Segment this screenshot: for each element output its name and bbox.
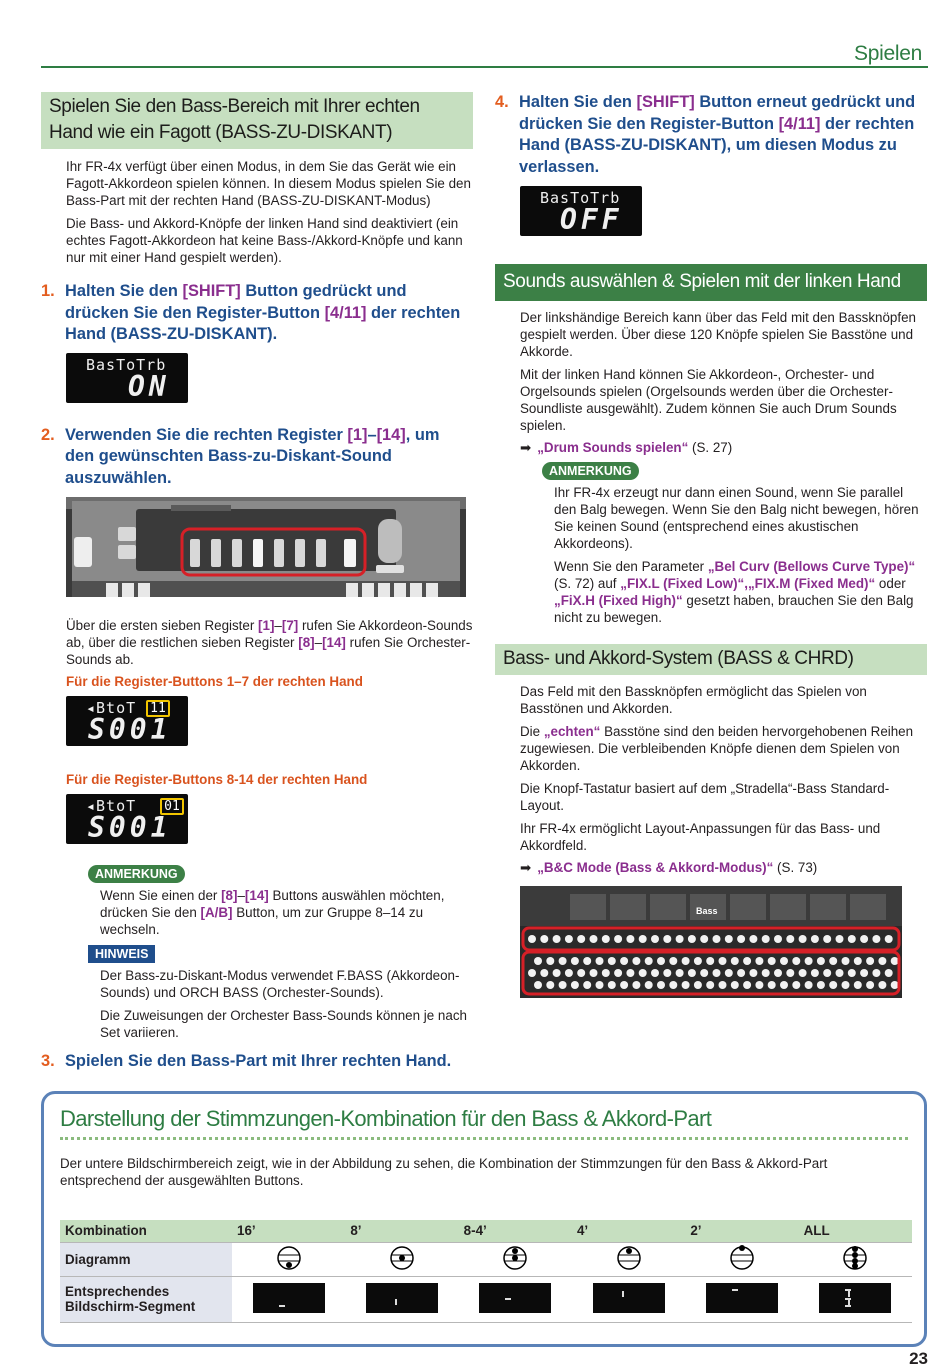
- table-header: 4’: [572, 1220, 685, 1242]
- bass-button-dot: [749, 969, 757, 977]
- bass-button-dot: [651, 969, 659, 977]
- lcd-segment-icon: [706, 1283, 778, 1313]
- bass-button-dot: [626, 969, 634, 977]
- bass-button-dot: [848, 969, 856, 977]
- step-number: 3.: [41, 1052, 55, 1070]
- reed-combination-table: [60, 1220, 912, 1323]
- bass-button-dot: [694, 981, 702, 989]
- diagram-all: [799, 1242, 912, 1276]
- register-panel-image: [66, 497, 466, 597]
- bass-button-dot: [571, 957, 579, 965]
- bass-button-dot: [799, 969, 807, 977]
- bass-button-dot: [645, 957, 653, 965]
- bass-button-dot: [878, 981, 886, 989]
- bass-button-dot: [706, 957, 714, 965]
- lcd-segment-icon: [819, 1283, 891, 1313]
- table-header: Kombination: [60, 1220, 232, 1242]
- table-row-diagram: [60, 1242, 912, 1276]
- lcd-display-group-1: [66, 696, 188, 746]
- bass-button-dot: [836, 935, 844, 943]
- bass-button-dot: [528, 969, 536, 977]
- bass-button-dot: [762, 935, 770, 943]
- step-2: [41, 425, 473, 490]
- bass-button-dot: [682, 981, 690, 989]
- bass-button-dot: [602, 935, 610, 943]
- bass-button-dot: [805, 957, 813, 965]
- lcd-segment-icon: [253, 1283, 325, 1313]
- bass-button-dot: [836, 969, 844, 977]
- bass-button-dot: [792, 957, 800, 965]
- bass-button-dot: [559, 957, 567, 965]
- lcd-bottom-text: OFF: [560, 203, 623, 236]
- bass-button-dot: [792, 981, 800, 989]
- bass-button-dot: [694, 957, 702, 965]
- bc-mode-link[interactable]: „B&C Mode (Bass & Akkord-Modus)“: [537, 860, 774, 875]
- bass-chord-paragraph-4: Ihr FR-4x ermöglicht Layout-Anpassungen für das Bass- und Akkordfeld.: [520, 821, 881, 853]
- diagram-8-4: [459, 1242, 572, 1276]
- step-number: 4.: [495, 93, 509, 111]
- page-number: 23: [909, 1349, 928, 1368]
- arrow-right-icon: ➡: [520, 440, 532, 455]
- table-header: ALL: [799, 1220, 912, 1242]
- bass-button-dot: [811, 969, 819, 977]
- bass-button-dot: [571, 981, 579, 989]
- bass-button-dot: [817, 957, 825, 965]
- lcd-display-group-2: [66, 794, 188, 844]
- bass-button-dot: [866, 981, 874, 989]
- bass-button-dot: [755, 981, 763, 989]
- note-badge-wrap: [495, 462, 927, 480]
- bass-button-dot: [713, 969, 721, 977]
- bass-button-dot: [688, 935, 696, 943]
- bass-button-dot: [608, 957, 616, 965]
- bass-button-dot: [669, 957, 677, 965]
- bass-button-dot: [534, 957, 542, 965]
- lcd-top-text: ◂BtoT: [86, 699, 137, 717]
- bass-button-dot: [528, 935, 536, 943]
- bass-button-field-image: [520, 886, 902, 998]
- segment-8: [345, 1276, 458, 1322]
- bass-button-dot: [854, 981, 862, 989]
- bass-button-dot: [565, 969, 573, 977]
- step-number: 1.: [41, 282, 55, 300]
- table-header: 16’: [232, 1220, 345, 1242]
- bc-mode-reference: ➡ „B&C Mode (Bass & Akkord-Modus)“ (S. 73): [520, 860, 818, 875]
- reed-diagram-icon: [276, 1245, 302, 1271]
- lcd-segment-icon: [479, 1283, 551, 1313]
- bass-button-dot: [700, 969, 708, 977]
- lcd-top-text: BasToTrb: [86, 355, 167, 374]
- reed-diagram-icon: [502, 1245, 528, 1271]
- bass-button-dot: [602, 969, 610, 977]
- hint-badge: HINWEIS: [88, 945, 155, 963]
- section-title-left-hand: Sounds auswählen & Spielen mit der linken Hand: [495, 264, 927, 301]
- bass-button-dot: [829, 957, 837, 965]
- lcd-segment-icon: [366, 1283, 438, 1313]
- bass-button-dot: [706, 981, 714, 989]
- bass-button-dot: [651, 935, 659, 943]
- bass-button-dot: [817, 981, 825, 989]
- bass-button-dot: [860, 935, 868, 943]
- hint-text-1: Der Bass-zu-Diskant-Modus verwendet F.BASS (Akkordeon-Sounds) und ORCH BASS (Orchester-Sounds).: [100, 968, 460, 1000]
- left-hand-paragraph-2: Mit der linken Hand können Sie Akkordeon-, Orchester- und Orgelsounds spielen (Orgelsounds werden über die Orchester-Soundliste ausgewählt). Zudem können Sie auch Drum Sounds spielen.: [520, 367, 897, 433]
- row-label: Diagramm: [60, 1242, 232, 1276]
- register-explanation: Über die ersten sieben Register [1]–[7] rufen Sie Akkordeon-Sounds ab, über die restlichen sieben Register [8]–[14] rufen Sie Orchester-Sounds ab.: [66, 618, 473, 667]
- bass-button-dot: [768, 957, 776, 965]
- bass-button-dot: [780, 981, 788, 989]
- row-label: Entsprechendes Bildschirm-Segment: [60, 1276, 232, 1322]
- bass-button-dot: [577, 935, 585, 943]
- reed-diagram-icon: [616, 1245, 642, 1271]
- bass-chord-paragraph-1: Das Feld mit den Bassknöpfen ermöglicht das Spielen von Basstönen und Akkorden.: [520, 684, 867, 716]
- bass-button-dot: [878, 957, 886, 965]
- bass-button-dot: [885, 969, 893, 977]
- intro-paragraph-2: Die Bass- und Akkord-Knöpfe der linken Hand sind deaktiviert (ein echtes Fagott-Akkordeon hat keine Bass-/Akkord-Knöpfe und kann nur mit einer Hand gespielt werden).: [66, 216, 463, 265]
- step-text: Halten Sie den [SHIFT] Button gedrückt und drücken Sie den Register-Button [4/11] der rechten Hand (BASS-ZU-DISKANT).: [65, 282, 461, 343]
- bass-button-dot: [700, 935, 708, 943]
- bass-button-dot: [854, 957, 862, 965]
- step-number: 2.: [41, 425, 55, 444]
- bass-button-dot: [657, 957, 665, 965]
- bass-button-dot: [811, 935, 819, 943]
- right-column: [495, 92, 927, 998]
- step-4: [495, 92, 927, 178]
- bass-button-dot: [663, 935, 671, 943]
- note-badge-wrap: [41, 865, 473, 883]
- reed-diagram-icon: [729, 1245, 755, 1271]
- bass-button-dot: [583, 981, 591, 989]
- lcd-segment-icon: [593, 1283, 665, 1313]
- bass-button-dot: [632, 957, 640, 965]
- segment-4: [572, 1276, 685, 1322]
- lcd-highlight: 11: [146, 700, 170, 717]
- bass-button-dot: [596, 957, 604, 965]
- bass-button-dot: [774, 969, 782, 977]
- bass-label: Bass: [696, 906, 718, 916]
- bass-button-dot: [799, 935, 807, 943]
- bass-button-dot: [719, 981, 727, 989]
- step-text: Verwenden Sie die rechten Register [1]–[14], um den gewünschten Bass-zu-Diskant-Sound auszuwählen.: [65, 425, 440, 487]
- bass-button-dot: [755, 957, 763, 965]
- reed-diagram-icon: [389, 1245, 415, 1271]
- table-header: 8’: [345, 1220, 458, 1242]
- bass-button-dot: [596, 981, 604, 989]
- subheading-buttons-1-7: Für die Register-Buttons 1–7 der rechten Hand: [66, 674, 363, 689]
- subheading-buttons-8-14: Für die Register-Buttons 8-14 der rechten Hand: [66, 772, 368, 787]
- bass-button-dot: [657, 981, 665, 989]
- bass-button-dot: [786, 935, 794, 943]
- box-description: Der untere Bildschirmbereich zeigt, wie in der Abbildung zu sehen, die Kombination der Stimmzungen für den Bass & Akkord-Part entsprechend der ausgewählten Buttons.: [60, 1156, 828, 1188]
- bass-button-dot: [639, 969, 647, 977]
- bass-button-dot: [731, 981, 739, 989]
- bass-button-dot: [590, 935, 598, 943]
- bass-button-dot: [786, 969, 794, 977]
- table-row-segment: [60, 1276, 912, 1322]
- dotted-divider: [60, 1137, 908, 1140]
- bass-button-dot: [768, 981, 776, 989]
- header-title: Spielen: [854, 42, 922, 65]
- bass-button-dot: [645, 981, 653, 989]
- segment-8-4: [459, 1276, 572, 1322]
- bass-button-dot: [565, 935, 573, 943]
- bass-button-dot: [688, 969, 696, 977]
- segment-all: [799, 1276, 912, 1322]
- lcd-display-off: [520, 186, 642, 236]
- bass-button-dot: [848, 935, 856, 943]
- bass-button-dot: [546, 957, 554, 965]
- bass-button-dot: [590, 969, 598, 977]
- bass-button-dot: [737, 969, 745, 977]
- bass-button-dot: [805, 981, 813, 989]
- bass-button-dot: [719, 957, 727, 965]
- register-panel-drawing: [66, 497, 466, 597]
- lcd-display-on: [66, 353, 188, 403]
- bass-button-dot: [676, 969, 684, 977]
- section-title-bass-chord: Bass- und Akkord-System (BASS & CHRD): [495, 644, 927, 675]
- bass-button-dot: [823, 935, 831, 943]
- bass-button-dot: [608, 981, 616, 989]
- bass-button-dot: [546, 981, 554, 989]
- bass-button-dot: [632, 981, 640, 989]
- bass-button-dot: [866, 957, 874, 965]
- bass-button-dot: [540, 969, 548, 977]
- bass-button-dot: [823, 969, 831, 977]
- arrow-right-icon: ➡: [520, 860, 532, 875]
- bass-button-dot: [639, 935, 647, 943]
- step-3: [41, 1051, 473, 1073]
- diagram-2: [685, 1242, 798, 1276]
- segment-2: [685, 1276, 798, 1322]
- bass-button-dot: [583, 957, 591, 965]
- lcd-bottom-text: S001: [88, 811, 172, 844]
- bass-chord-paragraph-3: Die Knopf-Tastatur basiert auf dem „Stradella“-Bass Standard-Layout.: [520, 781, 890, 813]
- bass-button-field-drawing: [520, 886, 902, 998]
- bass-button-dot: [829, 981, 837, 989]
- bass-button-dot: [682, 957, 690, 965]
- bass-button-dot: [553, 935, 561, 943]
- hint-badge-wrap: [41, 945, 473, 963]
- bass-button-dot: [743, 957, 751, 965]
- box-title: Darstellung der Stimmzungen-Kombination für den Bass & Akkord-Part: [60, 1106, 712, 1131]
- lcd-highlight: 01: [160, 798, 184, 815]
- bass-button-dot: [577, 969, 585, 977]
- bass-chord-paragraph-2: Die „echten“ Basstöne sind den beiden hervorgehobenen Reihen zugewiesen. Die verbleibenden Knöpfe dienen dem Spielen von Akkorden.: [520, 724, 914, 773]
- bass-button-dot: [872, 935, 880, 943]
- bass-button-dot: [626, 935, 634, 943]
- table-header: 8-4’: [459, 1220, 572, 1242]
- step-text: Spielen Sie den Bass-Part mit Ihrer rechten Hand.: [65, 1052, 452, 1070]
- table-header: 2’: [685, 1220, 798, 1242]
- bass-button-dot: [780, 957, 788, 965]
- bass-button-dot: [762, 969, 770, 977]
- reed-combination-box: [41, 1091, 927, 1347]
- note-text: Wenn Sie einen der [8]–[14] Buttons auswählen möchten, drücken Sie den [A/B] Button, um zur Gruppe 8–14 zu wechseln.: [100, 888, 445, 937]
- lcd-top-text: ◂BtoT: [86, 797, 137, 815]
- note-badge: ANMERKUNG: [542, 462, 639, 480]
- bass-button-dot: [559, 981, 567, 989]
- left-column: [41, 92, 473, 1073]
- bass-button-dot: [725, 969, 733, 977]
- bass-button-dot: [885, 935, 893, 943]
- bass-button-dot: [725, 935, 733, 943]
- bellows-note-2: Wenn Sie den Parameter „Bel Curv (Bellows Curve Type)“ (S. 72) auf „FIX.L (Fixed Low)“,„FIX.M (Fixed Med)“ oder „FiX.H (Fixed High)“ gesetzt haben, brauchen Sie den Balg nicht zu bewegen.: [554, 559, 916, 625]
- header-rule: [41, 66, 928, 68]
- diagram-16: [232, 1242, 345, 1276]
- bass-button-dot: [713, 935, 721, 943]
- bass-button-dot: [737, 935, 745, 943]
- bass-button-dot: [676, 935, 684, 943]
- drum-sounds-reference: ➡ „Drum Sounds spielen“ (S. 27): [520, 440, 733, 455]
- bass-button-dot: [774, 935, 782, 943]
- step-1: [41, 281, 473, 346]
- bass-button-dot: [731, 957, 739, 965]
- hint-text-2: Die Zuweisungen der Orchester Bass-Sounds können je nach Set variieren.: [100, 1008, 467, 1040]
- lcd-top-text: BasToTrb: [540, 189, 621, 207]
- bass-button-dot: [663, 969, 671, 977]
- bass-button-dot: [534, 981, 542, 989]
- bass-button-dot: [553, 969, 561, 977]
- bass-button-dot: [842, 957, 850, 965]
- bass-button-dot: [860, 969, 868, 977]
- step-text: Halten Sie den [SHIFT] Button erneut gedrückt und drücken Sie den Register-Button [4/11] der rechten Hand (BASS-ZU-DISKANT), um diesen Modus zu verlassen.: [519, 93, 916, 176]
- table-header-row: [60, 1220, 912, 1242]
- lcd-bottom-text: S001: [88, 713, 172, 746]
- diagram-8: [345, 1242, 458, 1276]
- section-title-bass-to-treble: Spielen Sie den Bass-Bereich mit Ihrer echten Hand wie ein Fagott (BASS-ZU-DISKANT): [41, 92, 473, 149]
- intro-paragraph-1: Ihr FR-4x verfügt über einen Modus, in dem Sie das Gerät wie ein Fagott-Akkordeon spielen können. In diesem Modus spielen Sie den Bass-Part mit der rechten Hand (BASS-ZU-DISKANT-Modus): [66, 159, 471, 208]
- bass-button-dot: [614, 969, 622, 977]
- bass-button-dot: [743, 981, 751, 989]
- bass-button-dot: [540, 935, 548, 943]
- left-hand-paragraph-1: Der linkshändige Bereich kann über das Feld mit den Bassknöpfen gespielt werden. Über diese 120 Knöpfe spielen Sie Basstöne und Akkorde.: [520, 310, 916, 359]
- bass-button-dot: [620, 981, 628, 989]
- bass-button-dot: [842, 981, 850, 989]
- bass-button-dot: [749, 935, 757, 943]
- bass-button-dot: [669, 981, 677, 989]
- bass-button-dot: [620, 957, 628, 965]
- reed-diagram-icon: [842, 1245, 868, 1271]
- lcd-bottom-text: ON: [128, 369, 170, 403]
- diagram-4: [572, 1242, 685, 1276]
- bass-button-dot: [614, 935, 622, 943]
- bellows-note-1: Ihr FR-4x erzeugt nur dann einen Sound, wenn Sie parallel den Balg bewegen. Wenn Sie den Balg nicht bewegen, hören Sie keinen Sound (entsprechend eines akustischen Akkordeons).: [554, 485, 919, 551]
- note-badge: ANMERKUNG: [88, 865, 185, 883]
- bass-button-dot: [872, 969, 880, 977]
- drum-sounds-link[interactable]: „Drum Sounds spielen“: [537, 440, 689, 455]
- segment-16: [232, 1276, 345, 1322]
